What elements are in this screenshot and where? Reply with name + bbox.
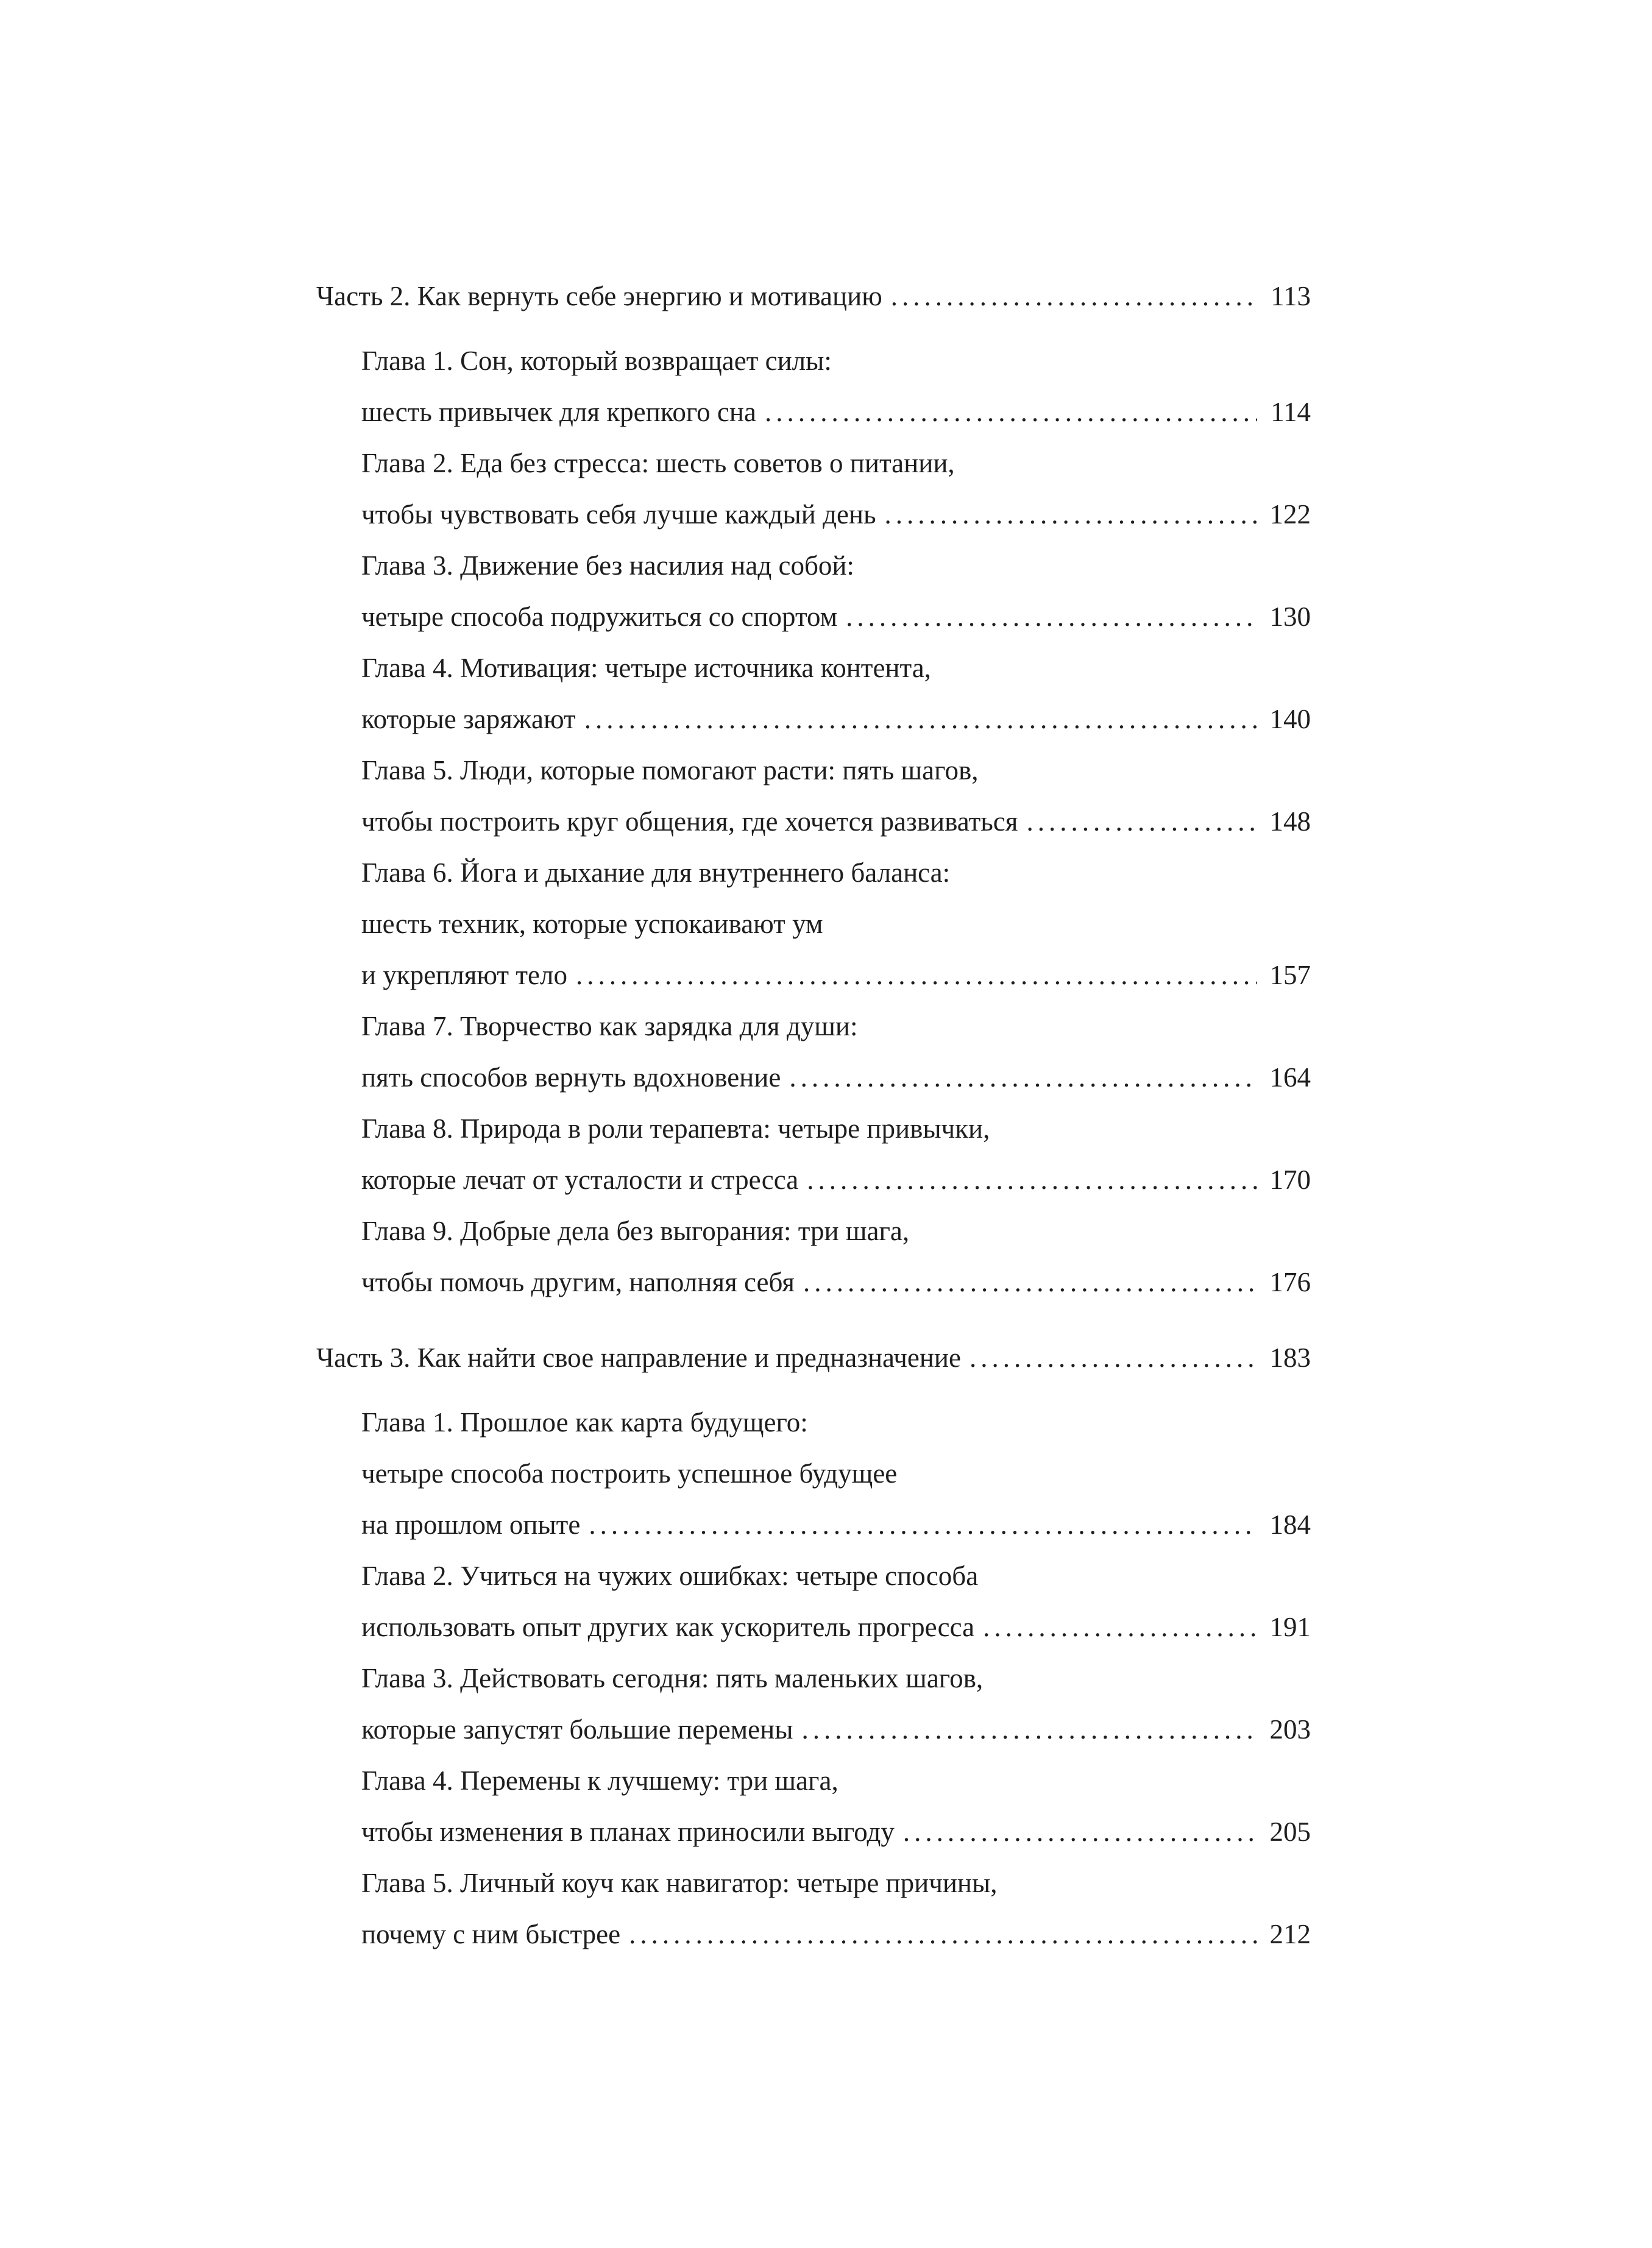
toc-chapter-entry xyxy=(361,1653,1311,1755)
toc-entry-line xyxy=(361,489,1311,540)
toc-entry-text: Глава 5. Личный коуч как навигатор: четыре причины, xyxy=(361,1868,998,1898)
toc-entry-line xyxy=(361,847,1311,898)
toc-entry-line xyxy=(361,386,1311,438)
toc-entry-text: почему с ним быстрее xyxy=(361,1919,621,1949)
page-number: 183 xyxy=(1269,1342,1311,1373)
toc-entry-line xyxy=(361,335,1311,386)
toc-chapter-list xyxy=(361,1397,1311,1960)
toc-entry-text: Глава 8. Природа в роли терапевта: четыре привычки, xyxy=(361,1113,990,1144)
toc-entry-text: чтобы чувствовать себя лучше каждый день xyxy=(361,499,876,530)
page-number: 205 xyxy=(1269,1817,1311,1847)
toc-entry-text: чтобы построить круг общения, где хочется развиваться xyxy=(361,806,1018,837)
toc-entry-text: на прошлом опыте xyxy=(361,1509,581,1540)
page-number: 140 xyxy=(1269,704,1311,734)
toc-chapter-entry xyxy=(361,1001,1311,1103)
toc-entry-line xyxy=(361,1857,1311,1909)
toc-part-title-text: Часть 3. Как найти свое направление и предназначение xyxy=(316,1342,961,1373)
dot-leader xyxy=(891,271,1257,322)
toc-entry-text: Глава 4. Перемены к лучшему: три шага, xyxy=(361,1765,838,1796)
dot-leader xyxy=(765,386,1257,438)
dot-leader xyxy=(629,1909,1257,1960)
toc-entry-text: четыре способа подружиться со спортом xyxy=(361,601,838,632)
toc-entry-text: Глава 2. Еда без стресса: шесть советов о питании, xyxy=(361,448,955,478)
dot-leader xyxy=(807,1154,1257,1205)
page-number: 122 xyxy=(1269,499,1311,530)
toc-entry-text: четыре способа построить успешное будущее xyxy=(361,1458,898,1489)
toc-entry-text: Глава 1. Прошлое как карта будущего: xyxy=(361,1407,808,1438)
toc-entry-line xyxy=(361,642,1311,693)
toc-entry-text: Глава 6. Йога и дыхание для внутреннего баланса: xyxy=(361,857,951,888)
page-number: 170 xyxy=(1269,1165,1311,1195)
toc-entry-text: Глава 1. Сон, который возвращает силы: xyxy=(361,346,832,376)
toc-entry-text: шесть привычек для крепкого сна xyxy=(361,397,756,427)
toc-entry-line xyxy=(361,1499,1311,1550)
toc-entry-text: Глава 5. Люди, которые помогают расти: пять шагов, xyxy=(361,755,979,785)
page-number: 130 xyxy=(1269,601,1311,632)
toc-section xyxy=(316,271,1311,1308)
toc-entry-text: пять способов вернуть вдохновение xyxy=(361,1062,781,1093)
toc-chapter-entry xyxy=(361,642,1311,745)
toc-entry-line xyxy=(361,591,1311,642)
toc-entry-line xyxy=(361,1448,1311,1499)
page-number: 164 xyxy=(1269,1062,1311,1093)
toc-chapter-entry xyxy=(361,1550,1311,1653)
toc-entry-line xyxy=(361,1601,1311,1653)
toc-entry-line xyxy=(361,1257,1311,1308)
toc-entry-text: Глава 2. Учиться на чужих ошибках: четыре способа xyxy=(361,1561,979,1591)
page-number: 148 xyxy=(1269,806,1311,837)
toc-entry-line xyxy=(361,1755,1311,1806)
toc-entry-line xyxy=(361,1653,1311,1704)
dot-leader xyxy=(970,1332,1257,1383)
toc-entry-line xyxy=(361,1397,1311,1448)
toc-entry-line xyxy=(361,1806,1311,1857)
dot-leader xyxy=(789,1052,1257,1103)
toc-entry-text: использовать опыт других как ускоритель прогресса xyxy=(361,1612,975,1642)
toc-chapter-entry xyxy=(361,1397,1311,1550)
page-number: 184 xyxy=(1269,1509,1311,1540)
toc-part-title-text: Часть 2. Как вернуть себе энергию и мотивацию xyxy=(316,281,882,311)
dot-leader xyxy=(885,489,1257,540)
toc-entry-line xyxy=(361,540,1311,591)
toc-entry-line xyxy=(361,1909,1311,1960)
toc-part-title xyxy=(316,1332,1311,1383)
toc-chapter-entry xyxy=(361,1755,1311,1857)
dot-leader xyxy=(589,1499,1257,1550)
dot-leader xyxy=(903,1806,1257,1857)
page-number: 157 xyxy=(1269,960,1311,990)
toc-entry-line xyxy=(361,745,1311,796)
toc-entry-text: которые запустят большие перемены xyxy=(361,1714,793,1745)
page-number: 212 xyxy=(1269,1919,1311,1949)
toc-chapter-entry xyxy=(361,847,1311,1001)
toc-chapter-entry xyxy=(361,438,1311,540)
page-number: 191 xyxy=(1269,1612,1311,1642)
toc-entry-line xyxy=(361,1205,1311,1257)
toc-chapter-entry xyxy=(361,1103,1311,1205)
toc-entry-text: чтобы изменения в планах приносили выгоду xyxy=(361,1817,895,1847)
toc-entry-line xyxy=(361,949,1311,1001)
toc-entry-text: и укрепляют тело xyxy=(361,960,567,990)
dot-leader xyxy=(576,949,1257,1001)
toc-entry-line xyxy=(361,1103,1311,1154)
toc-entry-text: Глава 9. Добрые дела без выгорания: три шага, xyxy=(361,1216,910,1246)
toc-entry-line xyxy=(361,693,1311,745)
toc-entry-text: Глава 4. Мотивация: четыре источника контента, xyxy=(361,653,931,683)
dot-leader xyxy=(803,1257,1257,1308)
toc-entry-line xyxy=(361,438,1311,489)
toc-entry-text: Глава 3. Движение без насилия над собой: xyxy=(361,550,854,581)
toc-chapter-entry xyxy=(361,1205,1311,1308)
toc-entry-line xyxy=(361,796,1311,847)
page-number: 176 xyxy=(1269,1267,1311,1297)
toc-chapter-entry xyxy=(361,335,1311,438)
toc-entry-text: чтобы помочь другим, наполняя себя xyxy=(361,1267,795,1297)
toc-entry-line xyxy=(361,1154,1311,1205)
toc-chapter-entry xyxy=(361,1857,1311,1960)
toc-entry-line xyxy=(361,1550,1311,1601)
table-of-contents xyxy=(316,271,1311,1960)
page-number: 203 xyxy=(1269,1714,1311,1745)
toc-part-title xyxy=(316,271,1311,322)
toc-entry-text: которые заряжают xyxy=(361,704,576,734)
dot-leader xyxy=(1026,796,1257,847)
dot-leader xyxy=(584,693,1257,745)
dot-leader xyxy=(983,1601,1257,1653)
toc-chapter-entry xyxy=(361,540,1311,642)
toc-entry-line xyxy=(361,1001,1311,1052)
toc-entry-text: которые лечат от усталости и стресса xyxy=(361,1165,799,1195)
page-number: 114 xyxy=(1271,397,1311,427)
dot-leader xyxy=(801,1704,1257,1755)
page-number: 113 xyxy=(1271,281,1311,311)
toc-chapter-list xyxy=(361,335,1311,1308)
toc-entry-text: Глава 3. Действовать сегодня: пять маленьких шагов, xyxy=(361,1663,984,1693)
toc-entry-text: шесть техник, которые успокаивают ум xyxy=(361,909,823,939)
toc-section xyxy=(316,1332,1311,1960)
toc-entry-line xyxy=(361,1052,1311,1103)
toc-chapter-entry xyxy=(361,745,1311,847)
toc-entry-line xyxy=(361,898,1311,949)
toc-entry-line xyxy=(361,1704,1311,1755)
toc-entry-text: Глава 7. Творчество как зарядка для души: xyxy=(361,1011,858,1041)
dot-leader xyxy=(846,591,1257,642)
